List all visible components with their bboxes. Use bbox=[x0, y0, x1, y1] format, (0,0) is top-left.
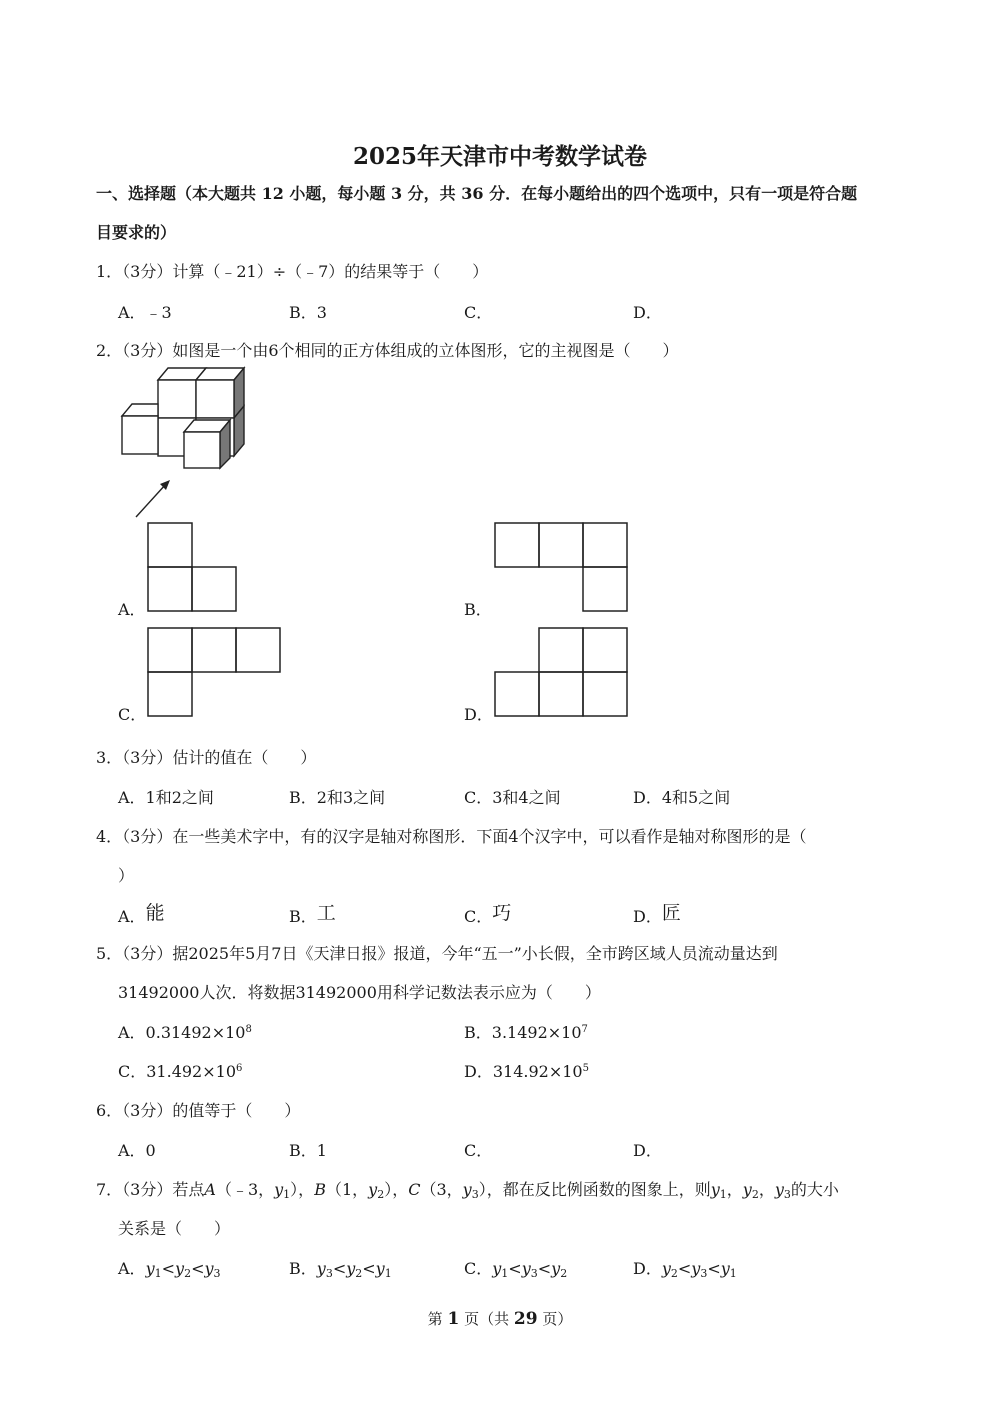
question-2-option-a: A． bbox=[118, 600, 146, 619]
option-char: 匠 bbox=[661, 902, 681, 924]
page-title: 2025年天津市中考数学试卷 bbox=[352, 143, 647, 170]
question-7-option-a: A．$y_1<y_2<y_3$ bbox=[118, 1259, 221, 1280]
question-6-stem: 6．（3分）的值等于（ ） bbox=[96, 1101, 301, 1120]
question-2-option-d: D． bbox=[464, 705, 493, 724]
question-4-option-a bbox=[118, 901, 165, 928]
question-3-option-c: C．3和4之间 bbox=[464, 788, 561, 807]
option-label: D． bbox=[633, 907, 662, 926]
question-1-option-a: A．﹣3 bbox=[118, 303, 172, 322]
page-footer: 第 1 页（共 29 页） bbox=[427, 1309, 573, 1329]
option-label: A． bbox=[118, 907, 146, 926]
question-6-option-a: A．0 bbox=[118, 1141, 156, 1160]
question-7-stem-line2: 关系是（ ） bbox=[118, 1219, 231, 1238]
option-label: C． bbox=[464, 907, 493, 926]
question-5-option-c: C．$31.492\times 10^6$ bbox=[118, 1062, 243, 1081]
question-6-option-d: D． bbox=[633, 1141, 662, 1160]
question-1-option-d: D． bbox=[633, 303, 662, 322]
section-header-line2: 目要求的） bbox=[96, 223, 177, 242]
question-2-option-c: C． bbox=[118, 705, 147, 724]
question-3-option-d: D．4和5之间 bbox=[633, 788, 731, 807]
question-2-stem: 2．（3分）如图是一个由6个相同的正方体组成的立体图形，它的主视图是（ ） bbox=[96, 341, 679, 360]
section-header-line1: 一、选择题（本大题共 12 小题，每小题 3 分，共 36 分．在每小题给出的四个选项中，只有一项是符合题 bbox=[96, 184, 858, 203]
view-option-b bbox=[494, 522, 628, 612]
question-4-option-c bbox=[464, 901, 511, 928]
question-2-option-b: B． bbox=[464, 600, 492, 619]
current-page-number: 1 bbox=[447, 1309, 460, 1329]
question-5-stem-line2: 31492000人次．将数据31492000用科学记数法表示应为（ ） bbox=[118, 983, 601, 1002]
question-5-option-b: B．$3.1492\times 10^7$ bbox=[464, 1023, 588, 1042]
question-7-stem-line1: 7．（3分）若点A（﹣3，$y_1$），B（1，$y_2$），C（3，$y_3$），都在反比例函数的图象上，则$y_1$，$y_2$，$y_3$的大小 bbox=[96, 1180, 839, 1201]
question-1-option-c: C． bbox=[464, 303, 493, 322]
question-6-option-c: C． bbox=[464, 1141, 493, 1160]
question-7-option-c: C．$y_1<y_3<y_2$ bbox=[464, 1259, 568, 1280]
view-option-d bbox=[494, 627, 628, 717]
question-7-option-d: D．$y_2<y_3<y_1$ bbox=[633, 1259, 737, 1280]
question-1-stem: 1．（3分）计算（﹣21）÷（﹣7）的结果等于（ ） bbox=[96, 262, 489, 281]
question-1-option-b: B．3 bbox=[289, 303, 327, 322]
option-char: 能 bbox=[145, 902, 165, 924]
question-3-stem: 3．（3分）估计的值在（ ） bbox=[96, 748, 317, 767]
view-option-a bbox=[147, 522, 239, 612]
total-page-number: 29 bbox=[513, 1309, 538, 1329]
question-4-stem-line2: ） bbox=[118, 866, 135, 885]
question-4-stem-line1: 4．（3分）在一些美术字中，有的汉字是轴对称图形．下面4个汉字中，可以看作是轴对称图形的是（ bbox=[96, 827, 807, 846]
cube-stack-figure bbox=[110, 360, 260, 530]
question-5-stem-line1: 5．（3分）据2025年5月7日《天津日报》报道，今年“五一”小长假，全市跨区域人员流动量达到 bbox=[96, 944, 778, 963]
question-5-option-d: D．$314.92\times 10^5$ bbox=[464, 1062, 589, 1081]
option-char: 工 bbox=[316, 902, 336, 924]
question-4-option-d bbox=[633, 901, 681, 928]
option-label: B． bbox=[289, 907, 317, 926]
question-7-option-b: B．$y_3<y_2<y_1$ bbox=[289, 1259, 392, 1280]
question-4-option-b bbox=[289, 901, 336, 928]
option-char: 巧 bbox=[492, 902, 512, 924]
question-6-option-b: B．1 bbox=[289, 1141, 327, 1160]
question-3-option-a: A．1和2之间 bbox=[118, 788, 214, 807]
question-3-option-b: B．2和3之间 bbox=[289, 788, 386, 807]
view-option-c bbox=[147, 627, 281, 717]
question-5-option-a: A．$0.31492\times 10^8$ bbox=[118, 1023, 252, 1042]
